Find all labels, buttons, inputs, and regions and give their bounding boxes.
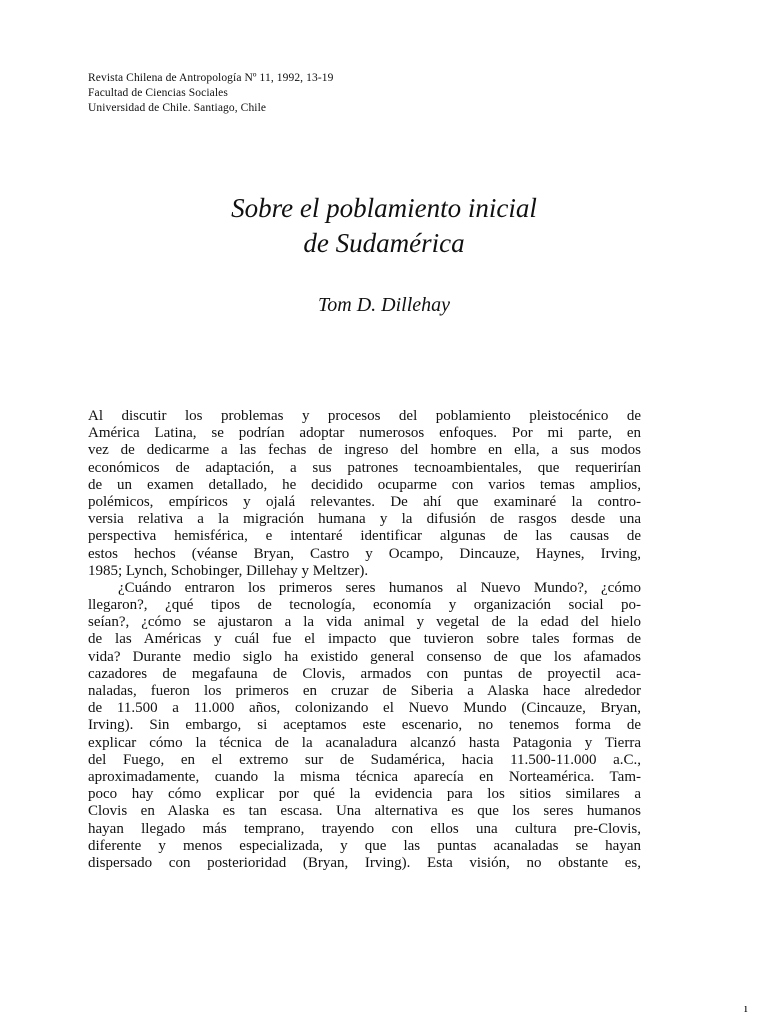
- text-line: naladas, fueron los primeros en cruzar de Siberia a Alaska hace alrededor: [88, 683, 641, 699]
- journal-header: [88, 71, 333, 116]
- text-line: estos hechos (véanse Bryan, Castro y Ocampo, Dincauze, Haynes, Irving,: [88, 545, 641, 562]
- text-line: económicos de adaptación, a sus patrones tecnoambientales, que requerirían: [88, 459, 641, 476]
- paragraph-2: [88, 580, 641, 872]
- paragraph-1: [88, 408, 641, 580]
- text-line: vez de dedicarme a las fechas de ingreso del hombre en ella, a sus modos: [88, 442, 641, 459]
- university-name: Universidad de Chile. Santiago, Chile: [88, 102, 267, 114]
- text-line: polémicos, empíricos y ojalá relevantes. De ahí que examinaré la contro-: [88, 493, 641, 510]
- title-line-2: de Sudamérica: [303, 228, 465, 258]
- text-line: de las Américas y cuál fue el impacto que tuvieron sobre tales formas de: [88, 631, 641, 648]
- title-line-1: Sobre el poblamiento inicial: [231, 193, 537, 223]
- text-line: ¿Cuándo entraron los primeros seres humanos al Nuevo Mundo?, ¿cómo: [118, 579, 641, 596]
- text-line: 1985; Lynch, Schobinger, Dillehay y Meltzer).: [88, 562, 369, 579]
- article-title: [120, 191, 648, 261]
- journal-citation: Revista Chilena de Antropología Nº 11, 1992, 13-19: [88, 72, 334, 84]
- text-line: poco hay cómo explicar por qué la evidencia para los sitios similares a: [88, 786, 641, 803]
- faculty-name: Facultad de Ciencias Sociales: [88, 87, 228, 99]
- text-line: versia relativa a la migración humana y la difusión de rasgos desde una: [88, 511, 641, 528]
- text-line: de un examen detallado, he decidido ocuparme con varios temas amplios,: [88, 476, 641, 493]
- text-line: perspectiva hemisférica, e intentaré identificar algunas de las causas de: [88, 528, 641, 545]
- text-line: llegaron?, ¿qué tipos de tecnología, economía y organización social po-: [88, 597, 641, 614]
- text-line: Al discutir los problemas y procesos del poblamiento pleistocénico de: [88, 408, 641, 424]
- text-line: de 11.500 a 11.000 años, colonizando el Nuevo Mundo (Cincauze, Bryan,: [88, 700, 641, 717]
- text-line: aproximadamente, cuando la misma técnica aparecía en Norteamérica. Tam-: [88, 768, 641, 785]
- article-body: [88, 408, 641, 872]
- page-mark: ı: [744, 1000, 748, 1015]
- author-name: Tom D. Dillehay: [317, 294, 451, 316]
- text-line: explicar cómo la técnica de la acanaladura alcanzó hasta Patagonia y Tierra: [88, 734, 641, 751]
- text-line: vida? Durante medio siglo ha existido general consenso de que los afamados: [88, 648, 641, 665]
- text-line: seían?, ¿cómo se ajustaron a la vida animal y vegetal de la edad del hielo: [88, 614, 641, 631]
- text-line: Irving). Sin embargo, si aceptamos este escenario, no tenemos forma de: [88, 717, 641, 734]
- text-line: del Fuego, en el extremo sur de Sudamérica, hacia 11.500-11.000 a.C.,: [88, 751, 641, 768]
- text-line: Clovis en Alaska es tan escasa. Una alternativa es que los seres humanos: [88, 803, 641, 820]
- text-line: diferente y menos especializada, y que las puntas acanaladas se hayan: [88, 837, 641, 854]
- text-line: cazadores de megafauna de Clovis, armados con puntas de proyectil aca-: [88, 665, 641, 682]
- text-line: América Latina, se podrían adoptar numerosos enfoques. Por mi parte, en: [88, 425, 641, 442]
- text-line: hayan llegado más temprano, trayendo con ellos una cultura pre-Clovis,: [88, 820, 641, 837]
- text-line: dispersado con posterioridad (Bryan, Irving). Esta visión, no obstante es,: [88, 854, 641, 871]
